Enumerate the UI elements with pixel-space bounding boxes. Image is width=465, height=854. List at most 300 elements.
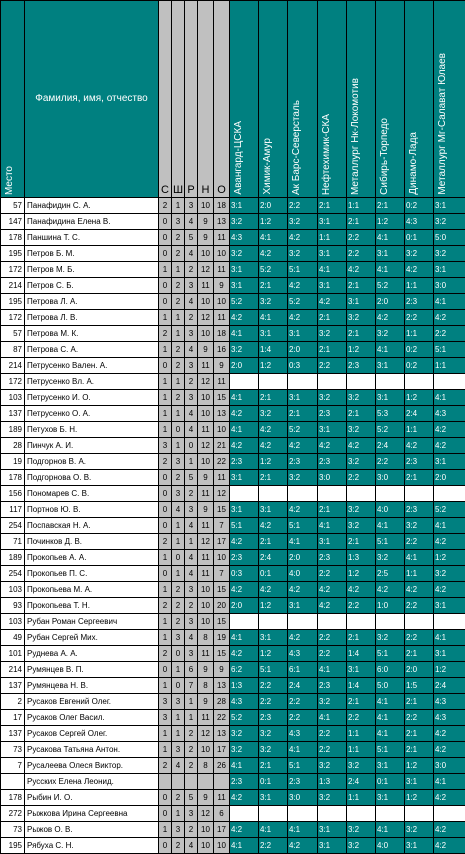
header-stat: Ш xyxy=(172,1,185,198)
stat-cell: 2 xyxy=(172,246,185,262)
result-cell: 4:2 xyxy=(230,438,259,454)
header-team: Металлург Нк-Локомотив xyxy=(347,1,376,198)
result-cell: 2:4 xyxy=(405,406,434,422)
result-cell: 4:1 xyxy=(376,694,405,710)
result-cell xyxy=(318,486,347,502)
result-cell xyxy=(405,614,434,630)
header-team: Химик-Амур xyxy=(259,1,288,198)
stat-cell: 2 xyxy=(172,838,185,854)
place-cell: 2 xyxy=(1,694,25,710)
result-cell xyxy=(288,614,318,630)
place-cell: 28 xyxy=(1,438,25,454)
result-cell: 3:1 xyxy=(434,454,465,470)
table-row xyxy=(1,566,465,582)
result-cell: 3:2 xyxy=(230,246,259,262)
result-cell xyxy=(405,374,434,390)
stat-cell: 13 xyxy=(214,406,230,422)
stat-cell: 10 xyxy=(198,742,214,758)
result-cell: 5:3 xyxy=(376,406,405,422)
result-cell: 5:0 xyxy=(434,230,465,246)
result-cell: 1:2 xyxy=(259,646,288,662)
place-cell: 189 xyxy=(1,422,25,438)
stat-cell: 3 xyxy=(159,438,172,454)
result-cell: 2:2 xyxy=(347,598,376,614)
place-cell: 57 xyxy=(1,198,25,214)
result-cell: 4:3 xyxy=(434,710,465,726)
result-cell xyxy=(318,614,347,630)
result-cell: 3:1 xyxy=(318,278,347,294)
result-cell: 3:1 xyxy=(230,198,259,214)
result-cell: 2:1 xyxy=(347,406,376,422)
stat-cell xyxy=(198,774,214,790)
stat-cell: 2 xyxy=(172,294,185,310)
result-cell: 2:1 xyxy=(259,278,288,294)
stat-cell: 2 xyxy=(172,598,185,614)
stat-cell: 2 xyxy=(159,758,172,774)
result-cell xyxy=(230,374,259,390)
stat-cell: 1 xyxy=(159,678,172,694)
result-cell: 1:3 xyxy=(347,550,376,566)
table-row xyxy=(1,710,465,726)
result-cell: 2:1 xyxy=(259,534,288,550)
result-cell: 2:2 xyxy=(405,534,434,550)
result-cell: 4:1 xyxy=(230,422,259,438)
result-cell: 2:2 xyxy=(347,470,376,486)
result-cell: 3:0 xyxy=(318,470,347,486)
result-cell: 1:1 xyxy=(347,198,376,214)
header-team: Авангард-ЦСКА xyxy=(230,1,259,198)
stat-cell: 1 xyxy=(185,454,198,470)
result-cell: 4:2 xyxy=(288,278,318,294)
stat-cell: 17 xyxy=(214,742,230,758)
stat-cell: 1 xyxy=(172,710,185,726)
stat-cell: 3 xyxy=(185,582,198,598)
name-cell: Портнов Ю. В. xyxy=(25,502,159,518)
result-cell: 3:1 xyxy=(434,262,465,278)
result-cell: 4:2 xyxy=(434,822,465,838)
result-cell: 3:2 xyxy=(318,758,347,774)
header-stat: С xyxy=(159,1,172,198)
table-row xyxy=(1,358,465,374)
result-cell: 1:0 xyxy=(376,598,405,614)
result-cell: 2:1 xyxy=(347,534,376,550)
header-stat: Н xyxy=(198,1,214,198)
stat-cell: 10 xyxy=(214,838,230,854)
result-cell: 3:1 xyxy=(318,534,347,550)
stat-cell: 2 xyxy=(172,358,185,374)
result-cell: 3:2 xyxy=(434,246,465,262)
header-team: Сибирь-Торпедо xyxy=(376,1,405,198)
result-cell xyxy=(376,486,405,502)
result-cell: 4:2 xyxy=(288,630,318,646)
stat-cell: 10 xyxy=(198,294,214,310)
stat-cell: 1 xyxy=(159,390,172,406)
name-cell: Русакова Татьяна Антон. xyxy=(25,742,159,758)
result-cell: 4:2 xyxy=(347,438,376,454)
stat-cell: 4 xyxy=(185,630,198,646)
result-cell: 4:2 xyxy=(230,582,259,598)
name-cell: Прокопьева М. А. xyxy=(25,582,159,598)
name-cell: Петрусенко Вален. А. xyxy=(25,358,159,374)
result-cell: 5:1 xyxy=(376,534,405,550)
result-cell: 5:1 xyxy=(288,758,318,774)
result-cell: 1:3 xyxy=(318,774,347,790)
name-cell: Петров М. Б. xyxy=(25,262,159,278)
stat-cell: 1 xyxy=(159,742,172,758)
result-cell: 3:1 xyxy=(347,294,376,310)
name-cell: Петрусенко И. О. xyxy=(25,390,159,406)
stat-cell: 10 xyxy=(198,822,214,838)
result-cell: 4:3 xyxy=(230,230,259,246)
stat-cell: 10 xyxy=(198,598,214,614)
stat-cell: 1 xyxy=(159,342,172,358)
result-cell: 4:1 xyxy=(376,822,405,838)
result-cell: 5:1 xyxy=(434,342,465,358)
stat-cell: 2 xyxy=(159,646,172,662)
result-cell: 2:2 xyxy=(318,646,347,662)
result-cell: 2:0 xyxy=(259,198,288,214)
stat-cell: 9 xyxy=(198,214,214,230)
result-cell: 3:2 xyxy=(259,726,288,742)
stat-cell: 0 xyxy=(159,214,172,230)
result-cell: 1:2 xyxy=(259,214,288,230)
table-row xyxy=(1,790,465,806)
stat-cell: 10 xyxy=(198,614,214,630)
result-cell: 1:2 xyxy=(434,550,465,566)
result-cell: 4:2 xyxy=(434,790,465,806)
stat-cell: 4 xyxy=(185,566,198,582)
result-cell: 3:2 xyxy=(288,246,318,262)
stat-cell: 0 xyxy=(159,358,172,374)
stat-cell: 11 xyxy=(198,646,214,662)
place-cell: 93 xyxy=(1,598,25,614)
stat-cell: 11 xyxy=(214,262,230,278)
result-cell: 4:1 xyxy=(376,342,405,358)
result-cell: 3:2 xyxy=(347,502,376,518)
result-cell xyxy=(259,486,288,502)
result-cell xyxy=(434,374,465,390)
stat-cell: 2 xyxy=(172,790,185,806)
result-cell: 4:2 xyxy=(259,582,288,598)
table-body xyxy=(1,198,465,854)
stat-cell: 15 xyxy=(214,646,230,662)
table-row xyxy=(1,230,465,246)
result-cell: 4:2 xyxy=(347,262,376,278)
result-cell: 4:1 xyxy=(318,662,347,678)
stat-cell: 3 xyxy=(185,502,198,518)
result-cell: 3:1 xyxy=(405,774,434,790)
place-cell: 195 xyxy=(1,294,25,310)
stat-cell: 1 xyxy=(159,550,172,566)
result-cell: 0:2 xyxy=(405,198,434,214)
result-cell: 3:2 xyxy=(259,742,288,758)
stat-cell: 2 xyxy=(172,470,185,486)
result-cell xyxy=(259,806,288,822)
result-cell: 4:2 xyxy=(230,534,259,550)
result-cell: 3:2 xyxy=(434,214,465,230)
result-cell: 1:1 xyxy=(347,742,376,758)
stat-cell: 19 xyxy=(214,630,230,646)
result-cell: 4:1 xyxy=(230,630,259,646)
place-cell xyxy=(1,774,25,790)
stat-cell: 1 xyxy=(159,822,172,838)
result-cell: 4:2 xyxy=(259,518,288,534)
stat-cell: 11 xyxy=(214,230,230,246)
result-cell: 2:0 xyxy=(288,550,318,566)
stat-cell: 12 xyxy=(214,486,230,502)
stat-cell: 11 xyxy=(198,710,214,726)
result-cell: 2:0 xyxy=(434,470,465,486)
result-cell: 2:1 xyxy=(376,198,405,214)
result-cell: 3:2 xyxy=(405,822,434,838)
result-cell: 4:1 xyxy=(259,230,288,246)
stat-cell: 3 xyxy=(172,742,185,758)
result-cell: 2:0 xyxy=(230,358,259,374)
stat-cell: 1 xyxy=(172,534,185,550)
stat-cell: 2 xyxy=(185,310,198,326)
result-cell: 2:3 xyxy=(230,454,259,470)
table-row xyxy=(1,822,465,838)
place-cell: 189 xyxy=(1,550,25,566)
header-row xyxy=(1,1,465,198)
result-cell: 3:2 xyxy=(230,342,259,358)
result-cell: 2:3 xyxy=(288,774,318,790)
result-cell: 4:1 xyxy=(434,518,465,534)
result-cell: 4:3 xyxy=(434,694,465,710)
name-cell: Руднева А. А. xyxy=(25,646,159,662)
stat-cell: 3 xyxy=(172,694,185,710)
result-cell: 4:1 xyxy=(376,230,405,246)
result-cell: 4:3 xyxy=(288,646,318,662)
stat-cell: 1 xyxy=(172,662,185,678)
stat-cell: 4 xyxy=(185,422,198,438)
stat-cell: 0 xyxy=(172,646,185,662)
place-cell: 178 xyxy=(1,230,25,246)
name-cell: Петрова М. К. xyxy=(25,326,159,342)
result-cell: 1:2 xyxy=(259,598,288,614)
result-cell: 2:1 xyxy=(259,470,288,486)
result-cell: 4:1 xyxy=(434,774,465,790)
stat-cell: 10 xyxy=(198,390,214,406)
name-cell: Русаков Сергей Олег. xyxy=(25,726,159,742)
stat-cell: 4 xyxy=(185,838,198,854)
result-cell: 5:2 xyxy=(230,294,259,310)
result-cell: 3:1 xyxy=(230,278,259,294)
result-cell: 2:2 xyxy=(288,694,318,710)
result-cell: 2:3 xyxy=(347,358,376,374)
stat-cell: 0 xyxy=(159,518,172,534)
result-cell: 1:4 xyxy=(259,342,288,358)
stat-cell: 12 xyxy=(198,310,214,326)
table-row xyxy=(1,310,465,326)
header-stat: Р xyxy=(185,1,198,198)
result-cell: 3:2 xyxy=(347,758,376,774)
result-cell: 3:1 xyxy=(318,422,347,438)
name-cell: Петрова Л. А. xyxy=(25,294,159,310)
result-cell: 4:1 xyxy=(288,742,318,758)
result-cell: 1:2 xyxy=(405,790,434,806)
stat-cell: 0 xyxy=(159,662,172,678)
stat-cell: 0 xyxy=(159,230,172,246)
result-cell: 2:0 xyxy=(405,662,434,678)
result-cell: 3:2 xyxy=(405,246,434,262)
table-row xyxy=(1,518,465,534)
result-cell: 2:1 xyxy=(347,630,376,646)
table-row xyxy=(1,214,465,230)
result-cell xyxy=(434,614,465,630)
header-place: Место xyxy=(1,1,25,198)
result-cell: 3:2 xyxy=(230,726,259,742)
result-cell: 2:3 xyxy=(318,550,347,566)
stat-cell: 10 xyxy=(214,294,230,310)
stat-cell: 28 xyxy=(214,694,230,710)
stat-cell: 9 xyxy=(198,502,214,518)
result-cell: 4:2 xyxy=(318,582,347,598)
result-cell: 5:2 xyxy=(288,294,318,310)
result-cell: 4:2 xyxy=(288,838,318,854)
result-cell: 1:2 xyxy=(405,390,434,406)
result-cell: 3:2 xyxy=(347,310,376,326)
result-cell: 5:2 xyxy=(288,422,318,438)
result-cell xyxy=(347,374,376,390)
table-row xyxy=(1,534,465,550)
stat-cell: 2 xyxy=(172,230,185,246)
stat-cell: 15 xyxy=(214,582,230,598)
result-cell xyxy=(259,614,288,630)
result-cell: 4:2 xyxy=(288,582,318,598)
result-cell: 4:1 xyxy=(405,550,434,566)
stat-cell: 3 xyxy=(185,358,198,374)
stat-cell: 0 xyxy=(159,838,172,854)
result-cell: 4:2 xyxy=(318,438,347,454)
result-cell xyxy=(230,614,259,630)
table-row xyxy=(1,470,465,486)
result-cell: 1:1 xyxy=(405,326,434,342)
stat-cell: 2 xyxy=(185,758,198,774)
result-cell: 3:1 xyxy=(434,598,465,614)
place-cell: 137 xyxy=(1,406,25,422)
stat-cell: 1 xyxy=(159,422,172,438)
result-cell: 2:1 xyxy=(259,758,288,774)
result-cell: 4:2 xyxy=(376,310,405,326)
result-cell: 5:1 xyxy=(376,742,405,758)
result-cell: 1:2 xyxy=(434,662,465,678)
stat-cell xyxy=(159,774,172,790)
stat-cell: 1 xyxy=(185,534,198,550)
result-cell: 3:1 xyxy=(376,390,405,406)
result-cell: 3:2 xyxy=(347,838,376,854)
stat-cell: 1 xyxy=(172,726,185,742)
name-cell: Прокопьев А. А. xyxy=(25,550,159,566)
result-cell: 3:1 xyxy=(230,502,259,518)
result-cell: 1:4 xyxy=(347,678,376,694)
place-cell: 103 xyxy=(1,582,25,598)
result-cell: 2:1 xyxy=(405,646,434,662)
place-cell: 137 xyxy=(1,726,25,742)
stat-cell: 4 xyxy=(185,406,198,422)
result-cell: 4:2 xyxy=(376,582,405,598)
result-cell: 6:2 xyxy=(230,662,259,678)
result-cell: 4:3 xyxy=(405,214,434,230)
stat-cell: 9 xyxy=(198,230,214,246)
result-cell: 3:1 xyxy=(376,790,405,806)
stat-cell: 10 xyxy=(198,198,214,214)
result-cell: 4:1 xyxy=(230,390,259,406)
result-cell xyxy=(376,374,405,390)
place-cell: 172 xyxy=(1,374,25,390)
result-cell: 4:2 xyxy=(288,230,318,246)
place-cell: 73 xyxy=(1,822,25,838)
name-cell: Панафидина Елена В. xyxy=(25,214,159,230)
result-cell: 4:2 xyxy=(230,310,259,326)
table-row xyxy=(1,758,465,774)
result-cell: 2:2 xyxy=(318,566,347,582)
result-cell: 1:4 xyxy=(347,646,376,662)
result-cell: 2:1 xyxy=(347,278,376,294)
result-cell xyxy=(288,486,318,502)
place-cell: 7 xyxy=(1,758,25,774)
stat-cell: 4 xyxy=(185,550,198,566)
stat-cell: 2 xyxy=(159,598,172,614)
result-cell: 3:2 xyxy=(347,422,376,438)
result-cell: 4:2 xyxy=(405,438,434,454)
result-cell: 4:1 xyxy=(288,822,318,838)
stat-cell: 3 xyxy=(159,694,172,710)
place-cell: 156 xyxy=(1,486,25,502)
result-cell: 1:2 xyxy=(347,566,376,582)
result-cell: 3:2 xyxy=(376,630,405,646)
result-cell: 3:2 xyxy=(405,518,434,534)
stat-cell: 1 xyxy=(172,262,185,278)
stat-cell: 5 xyxy=(185,470,198,486)
name-cell: Паншина Т. С. xyxy=(25,230,159,246)
result-cell: 2:2 xyxy=(318,358,347,374)
name-cell: Пономарев С. В. xyxy=(25,486,159,502)
result-cell: 6:0 xyxy=(376,662,405,678)
result-cell: 4:3 xyxy=(434,406,465,422)
stat-cell: 7 xyxy=(214,566,230,582)
result-cell: 3:2 xyxy=(230,214,259,230)
result-cell: 1:1 xyxy=(405,422,434,438)
stat-cell: 22 xyxy=(214,454,230,470)
stat-cell: 9 xyxy=(198,470,214,486)
stat-cell: 15 xyxy=(214,390,230,406)
stat-cell: 1 xyxy=(172,198,185,214)
result-cell: 1:1 xyxy=(405,566,434,582)
table-row xyxy=(1,838,465,854)
result-cell: 3:1 xyxy=(318,214,347,230)
place-cell: 73 xyxy=(1,742,25,758)
stat-cell xyxy=(172,774,185,790)
stat-cell: 8 xyxy=(198,630,214,646)
result-cell: 4:1 xyxy=(434,294,465,310)
result-cell: 4:3 xyxy=(288,726,318,742)
result-cell: 1:2 xyxy=(376,214,405,230)
place-cell: 147 xyxy=(1,214,25,230)
stat-cell: 20 xyxy=(214,598,230,614)
result-cell: 2:1 xyxy=(347,214,376,230)
result-cell: 2:1 xyxy=(405,726,434,742)
name-cell: Прокопьев П. С. xyxy=(25,566,159,582)
stat-cell: 0 xyxy=(172,550,185,566)
stat-cell: 17 xyxy=(214,534,230,550)
result-cell: 0:1 xyxy=(259,774,288,790)
result-cell: 2:4 xyxy=(288,678,318,694)
table-row xyxy=(1,598,465,614)
result-cell: 2:3 xyxy=(318,406,347,422)
result-cell: 2:2 xyxy=(259,678,288,694)
result-cell: 3:2 xyxy=(288,214,318,230)
